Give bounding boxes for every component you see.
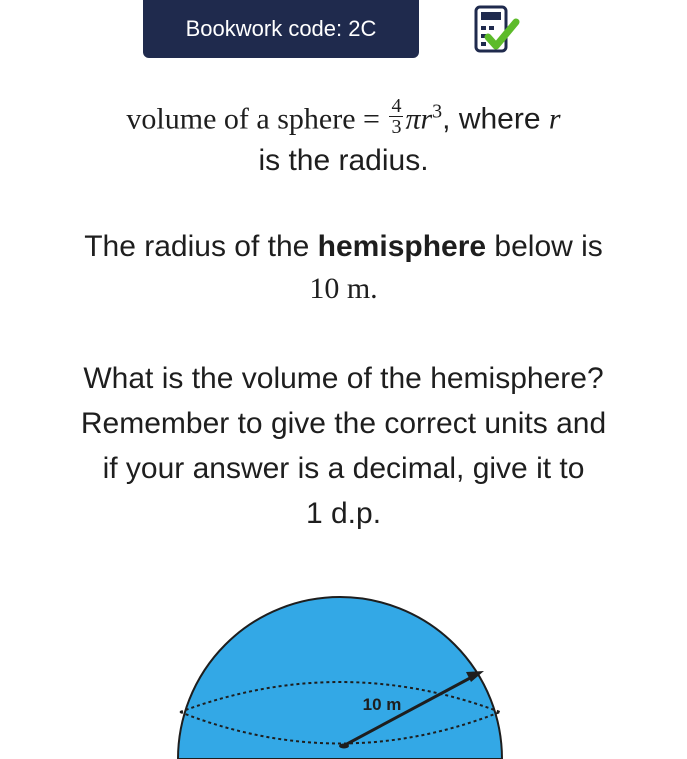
question-line-5: if your answer is a decimal, give it to xyxy=(102,452,585,485)
center-point xyxy=(339,744,349,749)
formula-exponent: 3 xyxy=(432,100,443,123)
formula-fraction xyxy=(389,96,403,137)
formula-suffix: , where xyxy=(442,102,549,136)
radius-label: 10 m xyxy=(362,695,402,714)
bookwork-code-badge: Bookwork code: 2C xyxy=(143,0,419,58)
question-line-1-pre: The radius of the xyxy=(84,230,318,263)
radius-value: 10 m. xyxy=(309,272,378,305)
question-line-1 xyxy=(0,228,687,266)
hemisphere-bold: hemisphere xyxy=(317,230,487,263)
hemisphere-figure xyxy=(0,560,687,759)
calculator-allowed-icon xyxy=(458,4,524,56)
fraction-numerator: 4 xyxy=(391,95,402,117)
fraction-denominator: 3 xyxy=(391,116,402,138)
hemisphere-dome xyxy=(178,597,502,759)
formula-variable: r xyxy=(548,102,561,136)
formula-line xyxy=(0,95,687,141)
question-line-3: What is the volume of the hemisphere? xyxy=(83,362,604,395)
question-line-4: Remember to give the correct units and xyxy=(80,407,607,440)
formula-line-2: is the radius. xyxy=(258,144,429,177)
formula-pi: π xyxy=(405,102,421,136)
question-line-1-post: below is xyxy=(486,230,603,263)
question-line-6: 1 d.p. xyxy=(305,497,382,530)
formula-r: r xyxy=(420,102,433,136)
formula-prefix: volume of a sphere = xyxy=(126,102,388,136)
